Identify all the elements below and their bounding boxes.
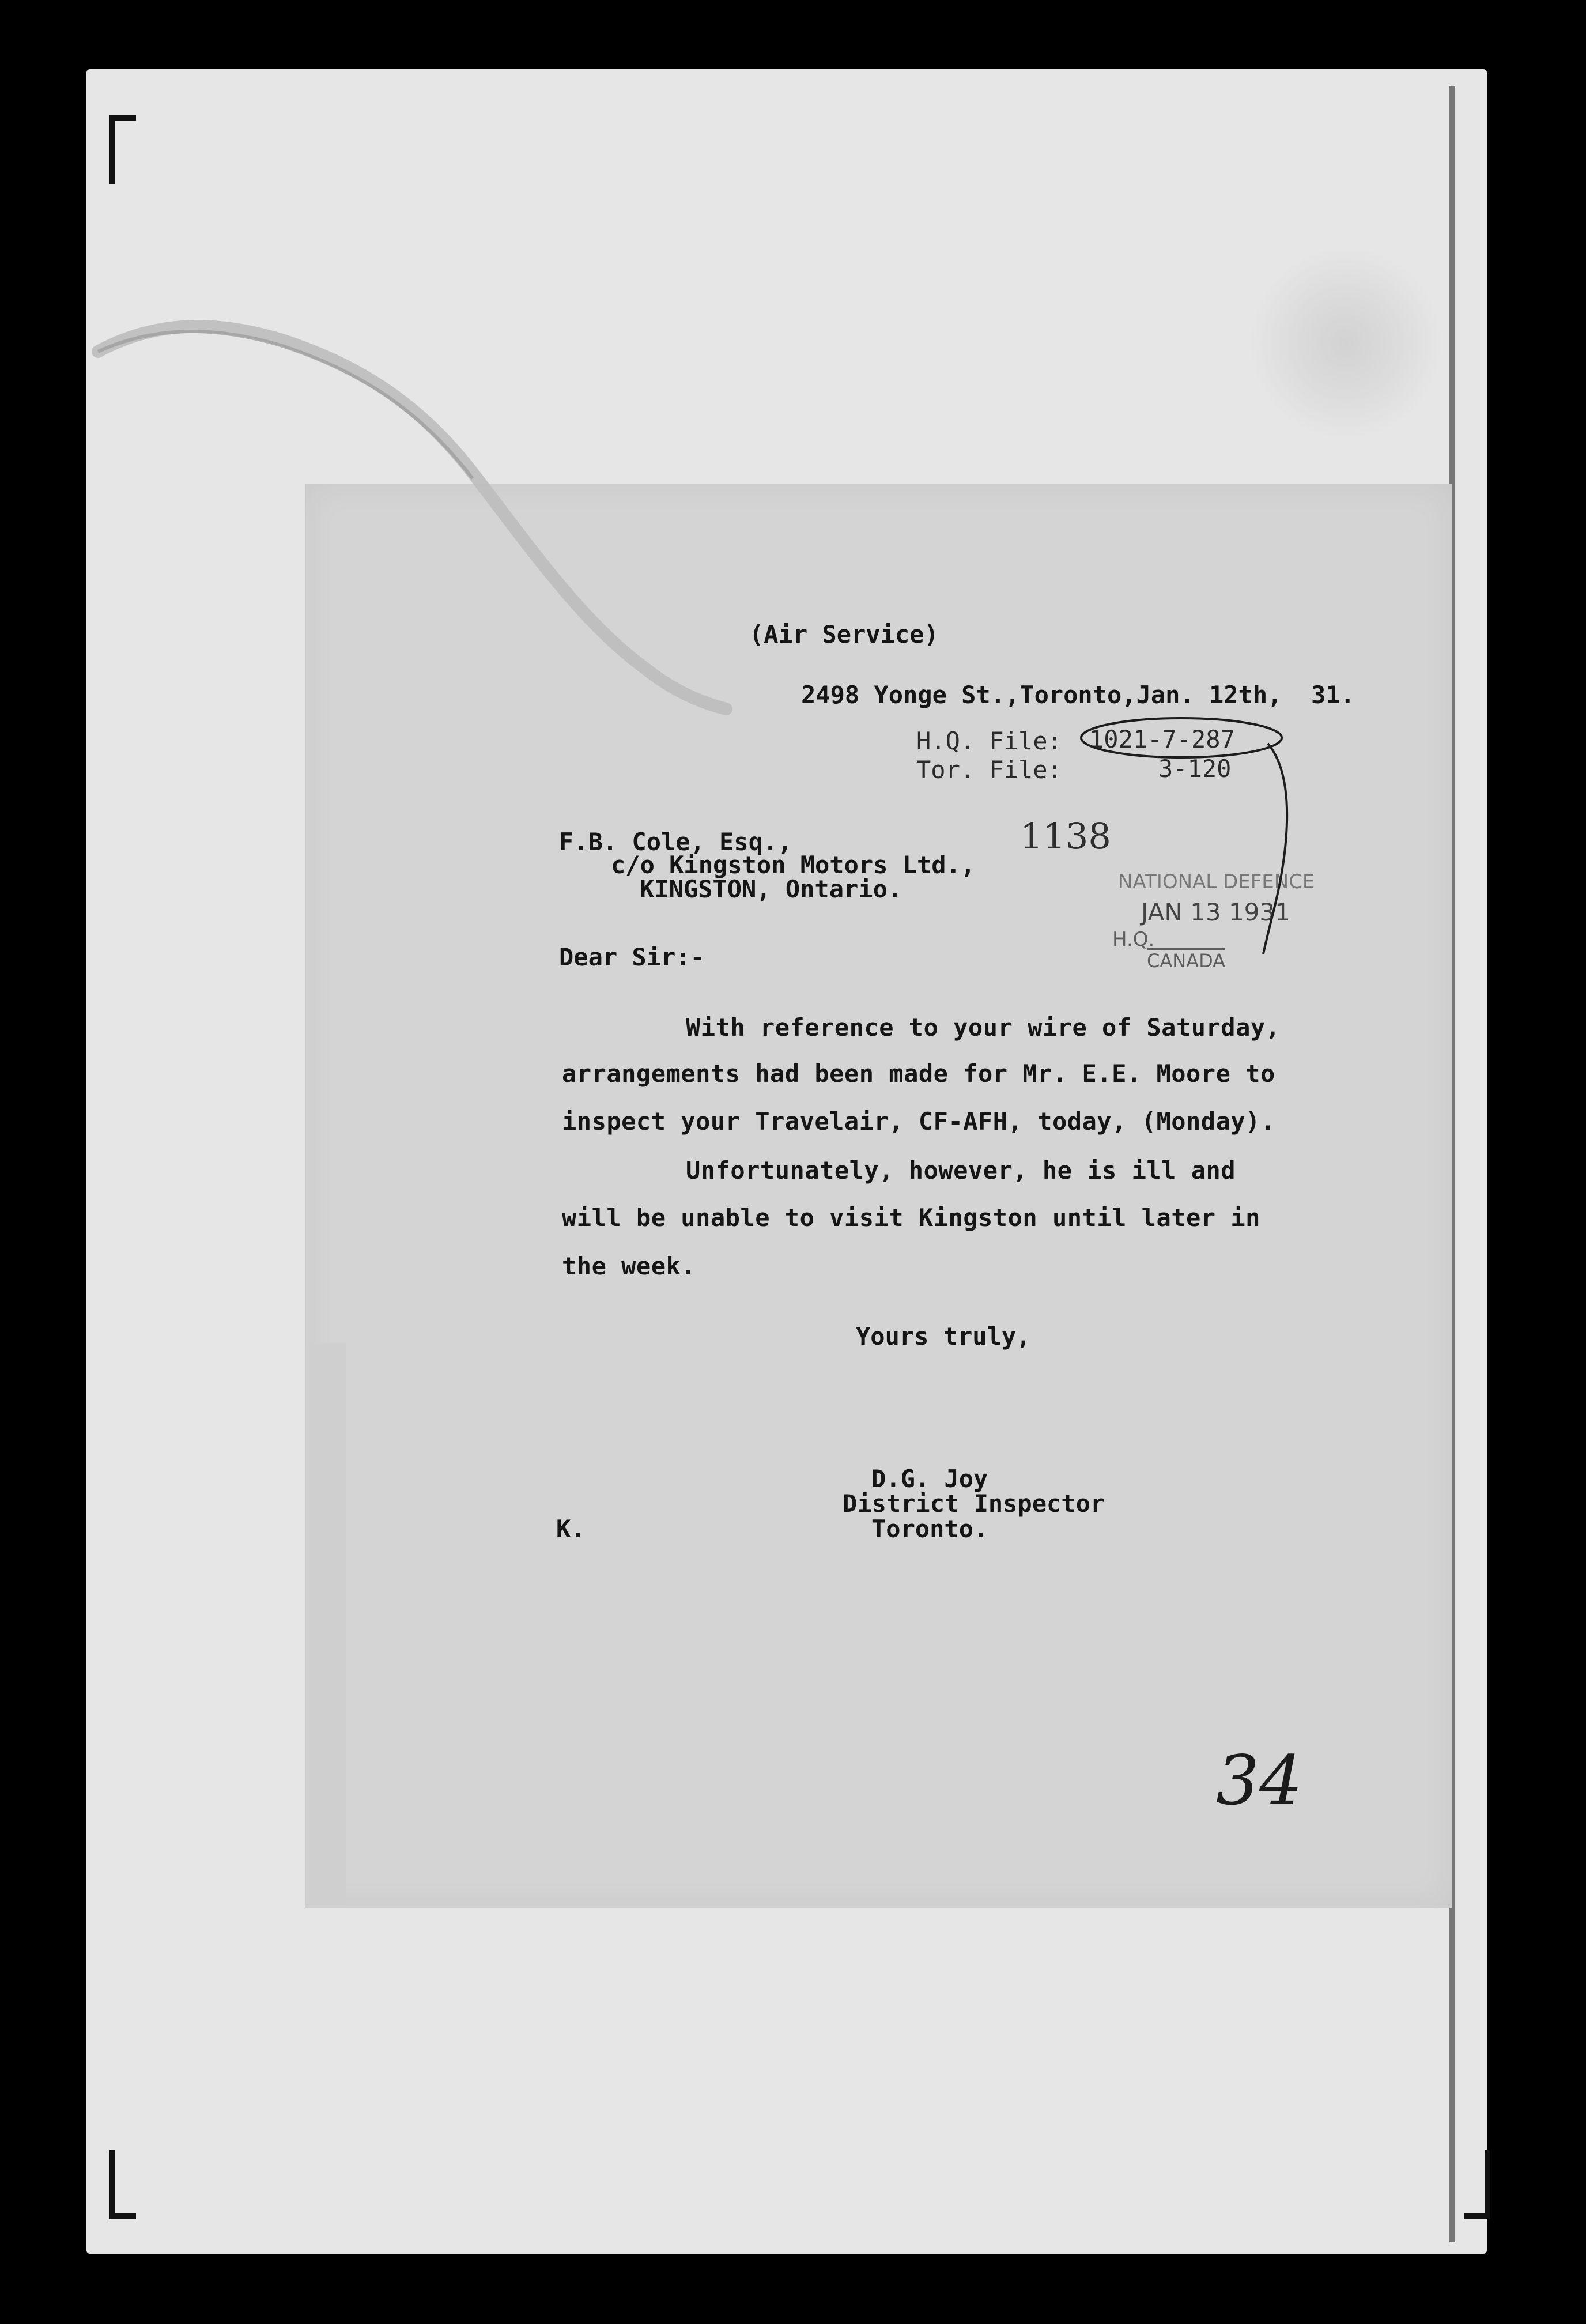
date-year: 31.: [1311, 681, 1355, 709]
closing: Yours truly,: [856, 1322, 1031, 1350]
service-heading: (Air Service): [749, 620, 939, 648]
page-number: 34: [1216, 1741, 1303, 1820]
body-line-2: arrangements had been made for Mr. E.E. Moore to: [562, 1059, 1275, 1088]
corner-mark-top-left: [109, 115, 136, 184]
stamp-date: JAN 13 1931: [1141, 898, 1290, 926]
tor-file-number: 3-120: [1158, 754, 1232, 783]
body-line-5: will be unable to visit Kingston until later in: [562, 1204, 1260, 1232]
salutation: Dear Sir:-: [559, 943, 705, 971]
recipient-name: F.B. Cole, Esq.,: [559, 828, 792, 856]
letter-fold: [305, 1343, 346, 1908]
recipient-company: c/o Kingston Motors Ltd.,: [611, 851, 976, 879]
signature-title: District Inspector: [843, 1489, 1105, 1518]
recipient-city: KINGSTON, Ontario.: [640, 875, 902, 903]
register-number: 1138: [1020, 815, 1111, 857]
water-stain: [92, 300, 784, 749]
body-line-6: the week.: [562, 1252, 696, 1280]
tor-file-label: Tor. File:: [916, 756, 1062, 784]
received-stamp: [1107, 865, 1315, 974]
corner-mark-bottom-left: [109, 2150, 136, 2219]
address-date-line: 2498 Yonge St.,Toronto,Jan. 12th,: [801, 681, 1282, 709]
corner-mark-bottom-right: [1464, 2150, 1490, 2219]
stamp-hq: H.Q.: [1112, 928, 1155, 951]
body-line-4: Unfortunately, however, he is ill and: [686, 1156, 1236, 1184]
body-line-3: inspect your Travelair, CF-AFH, today, (Monday).: [562, 1107, 1275, 1135]
signature-place: Toronto.: [871, 1515, 988, 1543]
stamp-department: NATIONAL DEFENCE: [1118, 870, 1315, 893]
body-line-1: With reference to your wire of Saturday,: [686, 1013, 1281, 1042]
hq-file-label: H.Q. File:: [916, 727, 1062, 755]
hq-file-number: 1021-7-287: [1089, 725, 1235, 753]
stamp-country: CANADA: [1147, 950, 1226, 972]
typist-initial: K.: [556, 1515, 586, 1543]
signature-name: D.G. Joy: [871, 1465, 988, 1493]
paper-stain: [1251, 248, 1441, 438]
